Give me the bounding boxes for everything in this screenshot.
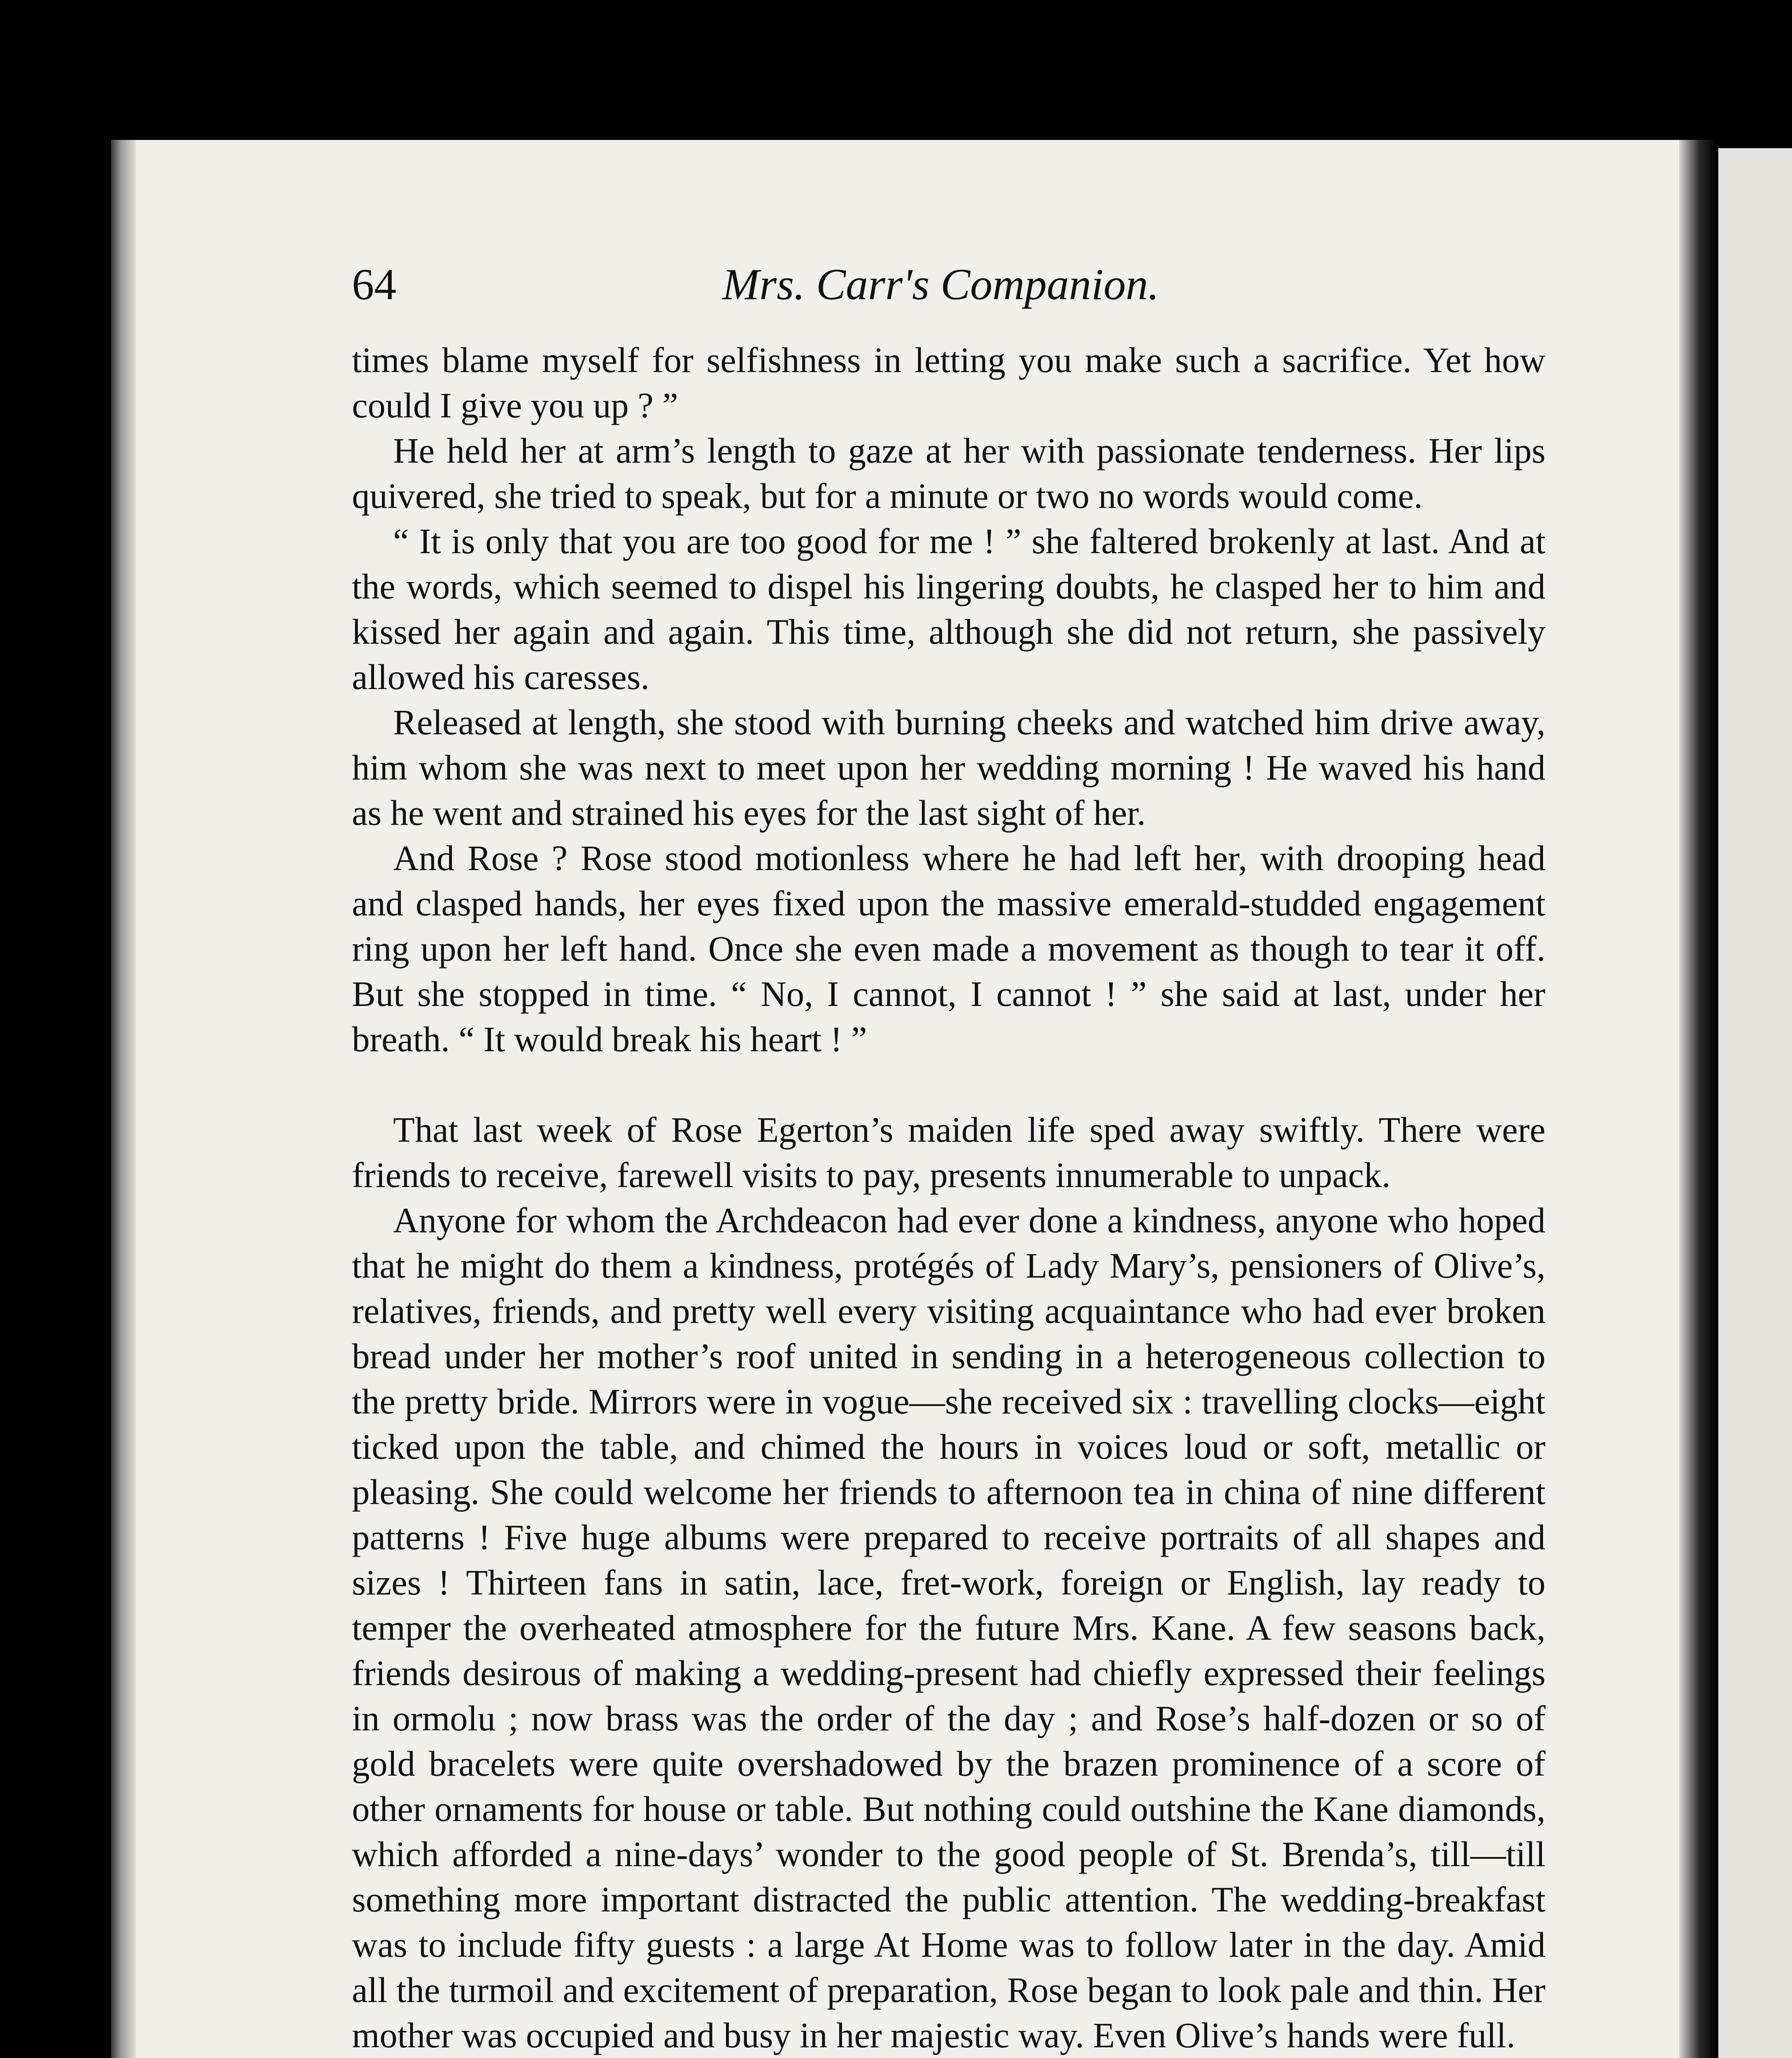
book-page (111, 140, 1716, 2058)
paragraph: He held her at arm’s length to gaze at her with passionate tenderness. Her lips quivered, she tried to speak, but for a minute or two no words would come. (352, 431, 1545, 516)
paragraph: times blame myself for selfishness in letting you make such a sacrifice. Yet how could I give you up ? ” (352, 340, 1545, 425)
body-text (352, 338, 1545, 2058)
page-right-edge (1679, 140, 1716, 2058)
paragraph: That last week of Rose Egerton’s maiden life sped away swiftly. There were friends to receive, farewell visits to pay, presents innumerable to unpack. (352, 1110, 1545, 1195)
page-spine-shadow (111, 140, 136, 2058)
page-number: 64 (352, 260, 396, 309)
section-break (352, 1062, 1545, 1107)
paragraph: “ It is only that you are too good for me ! ” she faltered brokenly at last. And at the words, which seemed to dispel his lingering doubts, he clasped her to him and kissed her again and again. This time, although she did not return, she passively allowed his caresses. (352, 521, 1545, 697)
adjacent-page-edge (1718, 148, 1792, 2058)
paragraph: Anyone for whom the Archdeacon had ever done a kindness, anyone who hoped that he might do them a kindness, protégés of Lady Mary’s, pensioners of Olive’s, relatives, friends, and pretty well every visiting acquaintance who had ever broken bread under her mother’s roof united in sending in a heterogeneous collection to the pretty bride. Mirrors were in vogue—she received six : travelling clocks—eight ticked upon the table, and chimed the hours in voices loud or soft, metallic or pleasing. She could welcome her friends to afternoon tea in china of nine different patterns ! Five huge albums were prepared to receive portraits of all shapes and sizes ! Thirteen fans in satin, lace, fret-work, foreign or English, lay ready to temper the overheated atmosphere for the future Mrs. Kane. A few seasons back, friends desirous of making a wedding-present had chiefly expressed their feelings in ormolu ; now brass was the order of the day ; and Rose’s half-dozen or so of gold bracelets were quite overshadowed by the brazen prominence of a score of other ornaments for house or table. But nothing could outshine the Kane diamonds, which afforded a nine-days’ wonder to the good people of St. Brenda’s, till—till something more important distracted the public attention. The wedding-breakfast was to include fifty guests : a large At Home was to follow later in the day. Amid all the turmoil and excitement of preparation, Rose began to look pale and thin. Her mother was occupied and busy in her majestic way. Even Olive’s hands were full. (352, 1201, 1545, 2055)
paragraph: And Rose ? Rose stood motionless where he had left her, with drooping head and clasped hands, her eyes fixed upon the massive emerald-studded engagement ring upon her left hand. Once she even made a movement as though to tear it off. But she stopped in time. “ No, I cannot, I cannot ! ” she said at last, under her breath. “ It would break his heart ! ” (352, 838, 1545, 1059)
running-title: Mrs. Carr's Companion. (722, 260, 1159, 309)
paragraph: Released at length, she stood with burning cheeks and watched him drive away, him whom she was next to meet upon her wedding morning ! He waved his hand as he went and strained his eyes for the last sight of her. (352, 703, 1545, 833)
page-header (352, 256, 1463, 314)
